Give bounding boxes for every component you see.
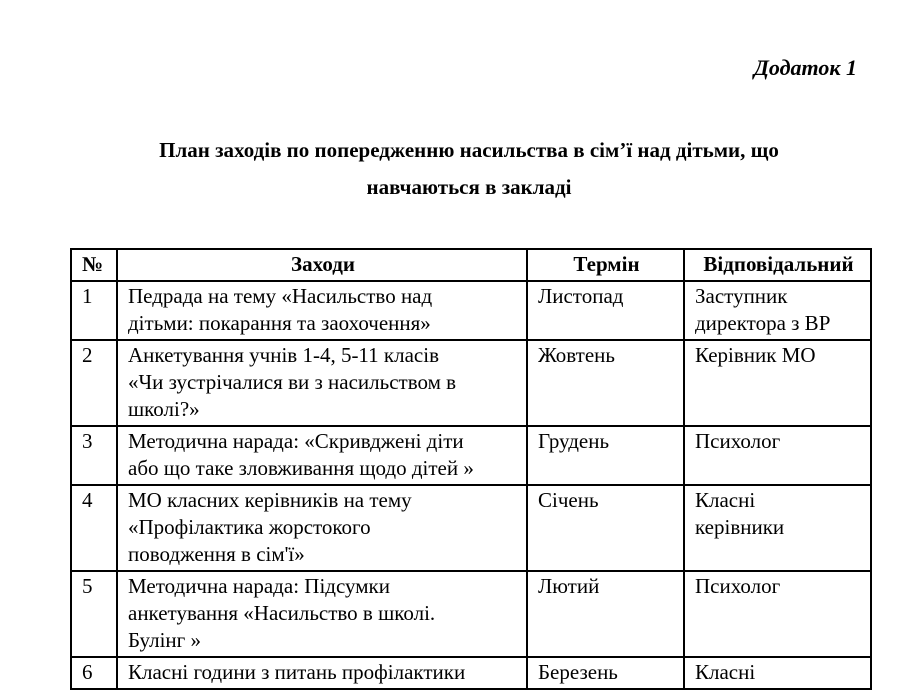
activity-line: «Чи зустрічалися ви з насильством в	[128, 370, 457, 394]
activity-line: Анкетування учнів 1-4, 5-11 класів	[128, 343, 439, 367]
activity-line: Методична нарада: «Скривджені діти	[128, 429, 464, 453]
activity-line: школі?»	[128, 397, 200, 421]
title-line-2: навчаються в закладі	[366, 175, 572, 199]
header-number: №	[71, 249, 117, 281]
row-number: 4	[71, 485, 117, 571]
row-term: Березень	[527, 657, 684, 689]
table-row	[71, 485, 871, 571]
table-row	[71, 426, 871, 485]
row-activity	[117, 281, 527, 340]
row-number: 1	[71, 281, 117, 340]
row-term: Грудень	[527, 426, 684, 485]
activity-line: поводження в сім'ї»	[128, 542, 305, 566]
activity-line: «Профілактика жорстокого	[128, 515, 371, 539]
row-responsible	[684, 571, 871, 657]
row-activity	[117, 426, 527, 485]
row-activity	[117, 485, 527, 571]
responsible-line: керівники	[695, 515, 785, 539]
row-responsible	[684, 657, 871, 689]
responsible-line: Психолог	[695, 429, 781, 453]
responsible-line: директора з ВР	[695, 311, 831, 335]
row-number: 5	[71, 571, 117, 657]
row-activity	[117, 571, 527, 657]
activity-line: МО класних керівників на тему	[128, 488, 412, 512]
activity-line: Класні години з питань профілактики	[128, 660, 466, 684]
responsible-line: Керівник МО	[695, 343, 816, 367]
responsible-line: Класні	[695, 660, 756, 684]
activity-line: дітьми: покарання та заохочення»	[128, 311, 431, 335]
table-row	[71, 340, 871, 426]
row-activity	[117, 340, 527, 426]
row-term: Лютий	[527, 571, 684, 657]
row-number: 3	[71, 426, 117, 485]
document-title	[0, 132, 919, 206]
row-responsible	[684, 426, 871, 485]
row-term: Січень	[527, 485, 684, 571]
header-term: Термін	[527, 249, 684, 281]
row-term: Листопад	[527, 281, 684, 340]
table-header-row	[71, 249, 871, 281]
header-responsible: Відповідальний	[684, 249, 871, 281]
activity-line: анкетування «Насильство в школі.	[128, 601, 436, 625]
responsible-line: Заступник	[695, 284, 788, 308]
events-plan-table	[70, 248, 872, 690]
row-term: Жовтень	[527, 340, 684, 426]
table-row	[71, 571, 871, 657]
row-number: 6	[71, 657, 117, 689]
activity-line: Педрада на тему «Насильство над	[128, 284, 433, 308]
title-line-1: План заходів по попередженню насильства в сім’ї над дітьми, що	[159, 138, 779, 162]
row-responsible	[684, 281, 871, 340]
activity-line: Методична нарада: Підсумки	[128, 574, 390, 598]
row-activity	[117, 657, 527, 689]
row-responsible	[684, 340, 871, 426]
activity-line: або що таке зловживання щодо дітей »	[128, 456, 474, 480]
activity-line: Булінг »	[128, 628, 202, 652]
table-row	[71, 281, 871, 340]
table-row	[71, 657, 871, 689]
responsible-line: Класні	[695, 488, 756, 512]
appendix-label: Додаток 1	[753, 55, 857, 80]
row-responsible	[684, 485, 871, 571]
header-activity: Заходи	[117, 249, 527, 281]
responsible-line: Психолог	[695, 574, 781, 598]
row-number: 2	[71, 340, 117, 426]
